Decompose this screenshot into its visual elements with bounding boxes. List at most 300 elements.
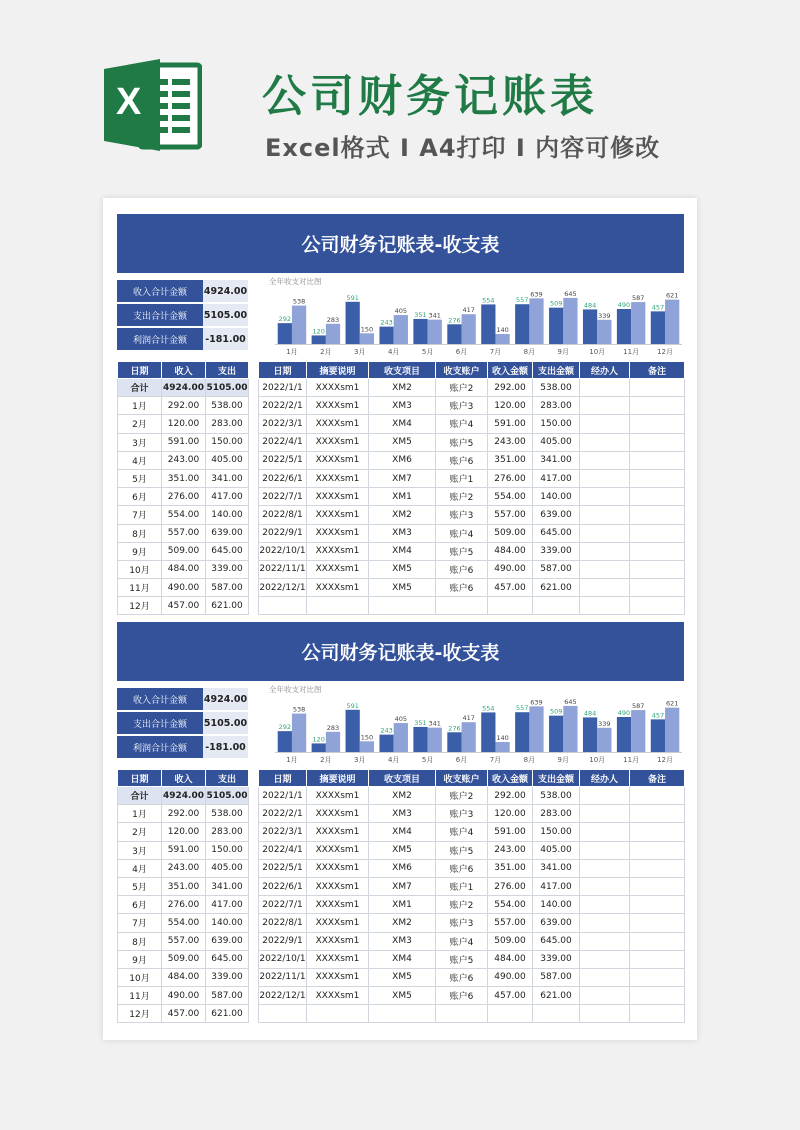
table-cell[interactable]: 351.00 [488, 451, 533, 469]
table-cell[interactable]: 合计 [118, 787, 162, 805]
table-cell[interactable]: 8月 [118, 524, 162, 542]
table-cell[interactable]: 339.00 [206, 968, 249, 986]
table-cell[interactable] [580, 877, 630, 895]
table-cell[interactable] [630, 524, 685, 542]
table-cell[interactable]: 3月 [118, 433, 162, 451]
table-cell[interactable]: 587.00 [533, 968, 580, 986]
table-cell[interactable]: XXXXsm1 [307, 841, 369, 859]
table-cell[interactable] [436, 597, 488, 615]
table-cell[interactable] [580, 542, 630, 560]
table-cell[interactable]: 341.00 [206, 877, 249, 895]
table-cell[interactable]: 账户6 [436, 451, 488, 469]
table-cell[interactable] [580, 397, 630, 415]
table-cell[interactable]: 587.00 [206, 987, 249, 1005]
table-cell[interactable] [580, 841, 630, 859]
table-cell[interactable] [630, 488, 685, 506]
table-cell[interactable]: 账户4 [436, 823, 488, 841]
table-cell[interactable] [369, 1005, 436, 1023]
table-cell[interactable]: 509.00 [162, 542, 206, 560]
table-cell[interactable]: 591.00 [162, 433, 206, 451]
table-cell[interactable]: XM5 [369, 968, 436, 986]
table-cell[interactable] [580, 560, 630, 578]
table-cell[interactable]: 490.00 [488, 968, 533, 986]
table-cell[interactable] [259, 597, 307, 615]
table-cell[interactable]: 557.00 [162, 524, 206, 542]
table-cell[interactable]: 账户2 [436, 488, 488, 506]
table-cell[interactable]: 639.00 [206, 524, 249, 542]
table-cell[interactable] [580, 823, 630, 841]
table-cell[interactable]: XXXXsm1 [307, 451, 369, 469]
table-cell[interactable]: 292.00 [488, 787, 533, 805]
table-cell[interactable]: 292.00 [162, 805, 206, 823]
table-cell[interactable]: 2022/6/1 [259, 469, 307, 487]
table-cell[interactable]: 账户6 [436, 987, 488, 1005]
table-cell[interactable]: 账户4 [436, 524, 488, 542]
table-cell[interactable]: 2022/4/1 [259, 841, 307, 859]
table-cell[interactable]: XM5 [369, 560, 436, 578]
table-cell[interactable]: 2022/7/1 [259, 896, 307, 914]
table-cell[interactable] [630, 914, 685, 932]
table-cell[interactable]: 2022/11/1 [259, 968, 307, 986]
table-cell[interactable] [580, 968, 630, 986]
table-cell[interactable]: 2022/10/1 [259, 950, 307, 968]
table-cell[interactable]: 账户4 [436, 932, 488, 950]
data-label: 457 [651, 711, 665, 720]
table-cell[interactable]: 120.00 [488, 397, 533, 415]
table-cell[interactable]: 457.00 [162, 1005, 206, 1023]
table-cell[interactable]: XXXXsm1 [307, 787, 369, 805]
table-cell[interactable] [630, 579, 685, 597]
table-cell[interactable]: 639.00 [533, 506, 580, 524]
table-cell[interactable] [307, 1005, 369, 1023]
table-cell[interactable]: XXXXsm1 [307, 397, 369, 415]
table-cell[interactable]: 2022/3/1 [259, 415, 307, 433]
table-cell[interactable]: 8月 [118, 932, 162, 950]
table-cell[interactable]: 120.00 [162, 823, 206, 841]
table-cell[interactable]: 账户1 [436, 877, 488, 895]
table-cell[interactable]: 12月 [118, 1005, 162, 1023]
table-cell[interactable]: 账户5 [436, 542, 488, 560]
table-cell[interactable]: 276.00 [488, 469, 533, 487]
table-cell[interactable]: XM6 [369, 859, 436, 877]
table-cell[interactable]: 150.00 [206, 433, 249, 451]
table-cell[interactable] [630, 597, 685, 615]
table-cell[interactable]: 557.00 [488, 506, 533, 524]
table-cell[interactable]: 10月 [118, 968, 162, 986]
table-cell[interactable] [630, 433, 685, 451]
table-cell[interactable] [630, 932, 685, 950]
table-cell[interactable]: 2022/9/1 [259, 524, 307, 542]
table-cell[interactable]: 账户5 [436, 841, 488, 859]
table-cell[interactable]: XM5 [369, 987, 436, 1005]
table-cell[interactable] [580, 950, 630, 968]
table-cell[interactable]: XXXXsm1 [307, 914, 369, 932]
table-cell[interactable]: 484.00 [488, 542, 533, 560]
table-cell[interactable]: 账户6 [436, 968, 488, 986]
table-cell[interactable]: 621.00 [533, 987, 580, 1005]
table-cell[interactable]: 292.00 [162, 397, 206, 415]
table-cell[interactable]: 339.00 [206, 560, 249, 578]
table-cell[interactable]: 405.00 [206, 859, 249, 877]
table-cell[interactable] [630, 560, 685, 578]
summary-row-expense [117, 712, 248, 734]
table-cell[interactable] [630, 542, 685, 560]
table-cell[interactable]: 合计 [118, 379, 162, 397]
table-cell[interactable] [580, 506, 630, 524]
table-cell[interactable] [580, 787, 630, 805]
table-cell[interactable]: 7月 [118, 506, 162, 524]
table-cell[interactable] [630, 451, 685, 469]
table-cell[interactable]: XXXXsm1 [307, 415, 369, 433]
table-cell[interactable]: 账户6 [436, 859, 488, 877]
table-cell[interactable]: XM4 [369, 542, 436, 560]
table-cell[interactable] [580, 469, 630, 487]
table-cell[interactable] [533, 1005, 580, 1023]
table-cell[interactable]: XXXXsm1 [307, 859, 369, 877]
chart-bar [447, 732, 461, 752]
table-cell[interactable]: 账户6 [436, 579, 488, 597]
table-cell[interactable]: XM6 [369, 451, 436, 469]
table-cell[interactable]: 341.00 [533, 859, 580, 877]
table-cell[interactable] [580, 932, 630, 950]
table-cell[interactable]: 140.00 [206, 914, 249, 932]
table-cell[interactable]: 276.00 [162, 488, 206, 506]
table-cell[interactable]: 243.00 [488, 841, 533, 859]
table-cell[interactable]: 351.00 [162, 877, 206, 895]
table-cell[interactable]: XM4 [369, 415, 436, 433]
table-cell[interactable]: 2022/8/1 [259, 506, 307, 524]
table-cell[interactable]: 639.00 [206, 932, 249, 950]
table-cell[interactable]: 538.00 [206, 397, 249, 415]
table-cell[interactable]: 140.00 [533, 488, 580, 506]
table-cell[interactable] [630, 859, 685, 877]
table-cell[interactable]: 417.00 [206, 488, 249, 506]
table-cell[interactable]: 120.00 [488, 805, 533, 823]
table-cell[interactable]: 621.00 [533, 579, 580, 597]
table-row [259, 469, 685, 487]
table-cell[interactable]: XXXXsm1 [307, 805, 369, 823]
table-cell[interactable]: 2022/10/1 [259, 542, 307, 560]
table-cell[interactable]: 645.00 [206, 542, 249, 560]
table-cell[interactable] [580, 1005, 630, 1023]
table-cell[interactable]: 5105.00 [206, 787, 249, 805]
table-cell[interactable] [580, 597, 630, 615]
table-cell[interactable]: 5105.00 [206, 379, 249, 397]
table-cell[interactable]: 2022/9/1 [259, 932, 307, 950]
table-cell[interactable]: 账户5 [436, 950, 488, 968]
table-cell[interactable]: 591.00 [162, 841, 206, 859]
table-cell[interactable]: 1月 [118, 805, 162, 823]
table-cell[interactable]: 417.00 [206, 896, 249, 914]
table-cell[interactable]: 4924.00 [162, 379, 206, 397]
table-cell[interactable]: 2022/12/1 [259, 987, 307, 1005]
table-cell[interactable]: XM3 [369, 805, 436, 823]
table-cell[interactable] [630, 787, 685, 805]
table-cell[interactable]: 490.00 [162, 987, 206, 1005]
table-cell[interactable]: 538.00 [533, 787, 580, 805]
table-cell[interactable]: XXXXsm1 [307, 433, 369, 451]
table-cell[interactable] [630, 805, 685, 823]
table-cell[interactable]: 12月 [118, 597, 162, 615]
table-row [259, 859, 685, 877]
table-cell[interactable]: XM2 [369, 506, 436, 524]
table-cell[interactable]: 2022/5/1 [259, 451, 307, 469]
table-cell[interactable]: 490.00 [488, 560, 533, 578]
table-cell[interactable]: XXXXsm1 [307, 877, 369, 895]
table-cell[interactable]: 1月 [118, 397, 162, 415]
table-cell[interactable]: 554.00 [162, 506, 206, 524]
table-cell[interactable] [259, 1005, 307, 1023]
table-cell[interactable]: 11月 [118, 579, 162, 597]
table-cell[interactable] [630, 896, 685, 914]
table-cell[interactable]: XM2 [369, 787, 436, 805]
table-cell[interactable]: XXXXsm1 [307, 560, 369, 578]
table-cell[interactable]: XM7 [369, 877, 436, 895]
table-cell[interactable]: 283.00 [533, 805, 580, 823]
table-cell[interactable]: XXXXsm1 [307, 542, 369, 560]
table-cell[interactable]: XXXXsm1 [307, 987, 369, 1005]
table-cell[interactable]: 9月 [118, 542, 162, 560]
table-cell[interactable]: 243.00 [162, 451, 206, 469]
table-cell[interactable] [580, 859, 630, 877]
table-cell[interactable]: 587.00 [206, 579, 249, 597]
table-cell[interactable]: 2月 [118, 415, 162, 433]
table-cell[interactable]: 2022/7/1 [259, 488, 307, 506]
table-cell[interactable]: XXXXsm1 [307, 524, 369, 542]
table-cell[interactable]: 621.00 [206, 597, 249, 615]
table-cell[interactable]: 417.00 [533, 877, 580, 895]
table-cell[interactable]: 账户3 [436, 506, 488, 524]
table-cell[interactable] [630, 469, 685, 487]
table-cell[interactable]: 490.00 [162, 579, 206, 597]
table-cell[interactable]: 9月 [118, 950, 162, 968]
table-cell[interactable]: 509.00 [488, 524, 533, 542]
table-cell[interactable]: 457.00 [488, 987, 533, 1005]
table-cell[interactable]: 账户3 [436, 805, 488, 823]
table-cell[interactable]: 554.00 [488, 488, 533, 506]
table-cell[interactable]: 276.00 [488, 877, 533, 895]
table-cell[interactable]: 292.00 [488, 379, 533, 397]
table-cell[interactable]: 2022/6/1 [259, 877, 307, 895]
table-cell[interactable]: 283.00 [533, 397, 580, 415]
table-cell[interactable]: 276.00 [162, 896, 206, 914]
table-cell[interactable]: 2022/2/1 [259, 397, 307, 415]
table-cell[interactable]: 557.00 [162, 932, 206, 950]
table-cell[interactable]: 554.00 [162, 914, 206, 932]
table-cell[interactable]: 账户4 [436, 415, 488, 433]
table-cell[interactable]: 243.00 [162, 859, 206, 877]
table-cell[interactable] [580, 914, 630, 932]
table-cell[interactable]: XM2 [369, 914, 436, 932]
table-cell[interactable]: 484.00 [162, 560, 206, 578]
table-cell[interactable]: 2022/4/1 [259, 433, 307, 451]
data-label: 554 [482, 296, 495, 305]
table-cell[interactable]: 150.00 [533, 823, 580, 841]
table-cell[interactable]: 417.00 [533, 469, 580, 487]
table-cell[interactable]: 283.00 [206, 823, 249, 841]
table-cell[interactable]: XM5 [369, 579, 436, 597]
table-cell[interactable] [580, 379, 630, 397]
table-cell[interactable] [488, 1005, 533, 1023]
table-cell[interactable] [630, 379, 685, 397]
table-cell[interactable]: 591.00 [488, 415, 533, 433]
data-label: 417 [462, 306, 475, 315]
table-cell[interactable]: 557.00 [488, 914, 533, 932]
table-row [259, 451, 685, 469]
table-cell[interactable]: XM1 [369, 488, 436, 506]
table-cell[interactable]: 11月 [118, 987, 162, 1005]
table-cell[interactable]: 405.00 [533, 841, 580, 859]
table-cell[interactable]: 341.00 [533, 451, 580, 469]
table-cell[interactable]: XXXXsm1 [307, 823, 369, 841]
table-cell[interactable]: 4月 [118, 859, 162, 877]
summary-label: 收入合计金额 [117, 688, 203, 710]
table-cell[interactable]: 243.00 [488, 433, 533, 451]
table-cell[interactable] [488, 597, 533, 615]
table-cell[interactable] [630, 877, 685, 895]
table-cell[interactable]: 账户2 [436, 379, 488, 397]
table-cell[interactable] [630, 950, 685, 968]
table-cell[interactable]: 10月 [118, 560, 162, 578]
table-cell[interactable]: 2022/12/1 [259, 579, 307, 597]
table-cell[interactable]: XM4 [369, 823, 436, 841]
table-cell[interactable]: 150.00 [206, 841, 249, 859]
table-cell[interactable]: 645.00 [206, 950, 249, 968]
table-cell[interactable]: 645.00 [533, 524, 580, 542]
table-cell[interactable]: 150.00 [533, 415, 580, 433]
table-cell[interactable]: 509.00 [162, 950, 206, 968]
table-cell[interactable]: 4月 [118, 451, 162, 469]
table-cell[interactable]: 3月 [118, 841, 162, 859]
table-cell[interactable]: XM5 [369, 433, 436, 451]
table-cell[interactable] [307, 597, 369, 615]
table-cell[interactable]: XXXXsm1 [307, 950, 369, 968]
table-cell[interactable] [580, 415, 630, 433]
table-cell[interactable]: 351.00 [488, 859, 533, 877]
table-cell[interactable]: XXXXsm1 [307, 506, 369, 524]
table-cell[interactable]: XM5 [369, 841, 436, 859]
table-cell[interactable]: 140.00 [206, 506, 249, 524]
table-cell[interactable]: XXXXsm1 [307, 469, 369, 487]
table-cell[interactable]: XM3 [369, 932, 436, 950]
table-cell[interactable] [580, 987, 630, 1005]
table-cell[interactable]: XM3 [369, 397, 436, 415]
table-cell[interactable]: 2022/1/1 [259, 379, 307, 397]
table-cell[interactable]: 405.00 [206, 451, 249, 469]
table-row [118, 914, 249, 932]
table-cell[interactable]: 554.00 [488, 896, 533, 914]
table-cell[interactable] [630, 415, 685, 433]
table-cell[interactable] [580, 524, 630, 542]
summary-row-profit [117, 736, 248, 758]
table-cell[interactable]: 339.00 [533, 950, 580, 968]
table-cell[interactable]: XM7 [369, 469, 436, 487]
table-cell[interactable] [630, 506, 685, 524]
table-cell[interactable] [369, 597, 436, 615]
table-cell[interactable]: 账户6 [436, 560, 488, 578]
table-row [118, 859, 249, 877]
table-cell[interactable]: 509.00 [488, 932, 533, 950]
table-cell[interactable] [580, 805, 630, 823]
table-cell[interactable] [580, 451, 630, 469]
table-cell[interactable]: XXXXsm1 [307, 488, 369, 506]
table-cell[interactable]: 538.00 [533, 379, 580, 397]
table-cell[interactable]: 2月 [118, 823, 162, 841]
chart-bar [278, 323, 292, 344]
table-cell[interactable]: 2022/3/1 [259, 823, 307, 841]
table-cell[interactable]: 账户1 [436, 469, 488, 487]
table-cell[interactable] [580, 488, 630, 506]
table-cell[interactable]: 645.00 [533, 932, 580, 950]
table-cell[interactable]: 2022/8/1 [259, 914, 307, 932]
table-cell[interactable]: 457.00 [162, 597, 206, 615]
table-cell[interactable]: 2022/2/1 [259, 805, 307, 823]
table-cell[interactable] [630, 987, 685, 1005]
table-cell[interactable]: 账户2 [436, 787, 488, 805]
table-cell[interactable] [580, 896, 630, 914]
table-cell[interactable]: 2022/11/1 [259, 560, 307, 578]
table-cell[interactable]: 457.00 [488, 579, 533, 597]
table-cell[interactable]: 2022/1/1 [259, 787, 307, 805]
table-cell[interactable] [630, 397, 685, 415]
table-cell[interactable]: 6月 [118, 488, 162, 506]
table-cell[interactable]: 账户5 [436, 433, 488, 451]
table-cell[interactable]: 341.00 [206, 469, 249, 487]
table-cell[interactable]: 账户3 [436, 397, 488, 415]
table-cell[interactable]: XXXXsm1 [307, 579, 369, 597]
table-cell[interactable]: 591.00 [488, 823, 533, 841]
table-cell[interactable]: 账户3 [436, 914, 488, 932]
table-cell[interactable]: 5月 [118, 469, 162, 487]
table-cell[interactable] [630, 968, 685, 986]
table-cell[interactable] [630, 1005, 685, 1023]
table-cell[interactable]: 120.00 [162, 415, 206, 433]
table-cell[interactable]: XM1 [369, 896, 436, 914]
chart-bar [651, 719, 665, 752]
table-cell[interactable]: 283.00 [206, 415, 249, 433]
table-cell[interactable]: 484.00 [488, 950, 533, 968]
table-cell[interactable]: 639.00 [533, 914, 580, 932]
table-cell[interactable]: 339.00 [533, 542, 580, 560]
table-cell[interactable]: 405.00 [533, 433, 580, 451]
table-cell[interactable]: 账户2 [436, 896, 488, 914]
table-cell[interactable]: 140.00 [533, 896, 580, 914]
table-cell[interactable]: 6月 [118, 896, 162, 914]
table-cell[interactable]: XM2 [369, 379, 436, 397]
table-cell[interactable]: XXXXsm1 [307, 968, 369, 986]
table-cell[interactable]: 587.00 [533, 560, 580, 578]
table-cell[interactable]: XXXXsm1 [307, 896, 369, 914]
table-cell[interactable] [630, 841, 685, 859]
table-cell[interactable]: 5月 [118, 877, 162, 895]
table-cell[interactable]: XXXXsm1 [307, 932, 369, 950]
table-cell[interactable] [533, 597, 580, 615]
table-cell[interactable]: XM3 [369, 524, 436, 542]
table-cell[interactable]: XXXXsm1 [307, 379, 369, 397]
table-cell[interactable] [580, 433, 630, 451]
table-cell[interactable]: XM4 [369, 950, 436, 968]
table-cell[interactable] [580, 579, 630, 597]
table-cell[interactable] [436, 1005, 488, 1023]
table-cell[interactable]: 4924.00 [162, 787, 206, 805]
table-cell[interactable]: 621.00 [206, 1005, 249, 1023]
table-cell[interactable]: 2022/5/1 [259, 859, 307, 877]
table-cell[interactable]: 7月 [118, 914, 162, 932]
table-cell[interactable]: 484.00 [162, 968, 206, 986]
table-cell[interactable]: 538.00 [206, 805, 249, 823]
table-cell[interactable]: 351.00 [162, 469, 206, 487]
table-cell[interactable] [630, 823, 685, 841]
